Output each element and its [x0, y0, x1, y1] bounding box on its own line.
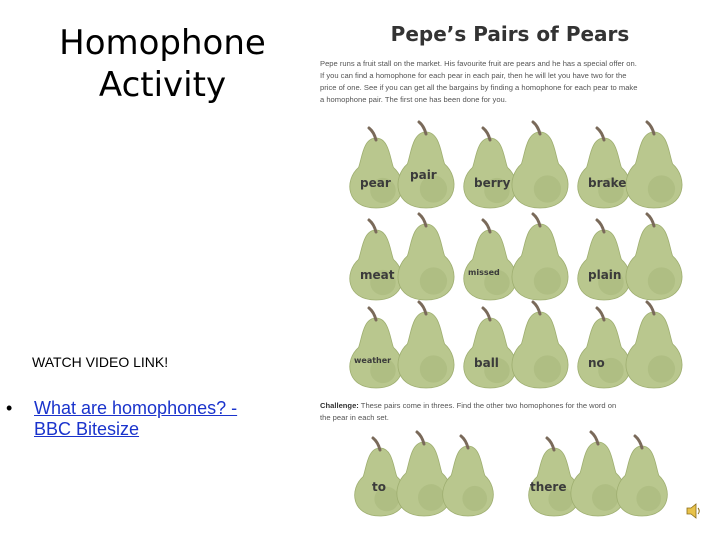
pear-pair: [348, 220, 458, 300]
slide-title-line-2: Activity: [98, 65, 227, 105]
pear-pair-illustration: [576, 220, 686, 300]
pear-word-left: no: [588, 356, 605, 370]
pear-pair-illustration: [348, 128, 458, 208]
pear-word: there: [530, 480, 567, 494]
pear-word: to: [372, 480, 386, 494]
pear-left: [464, 128, 516, 208]
pear-right: [512, 122, 568, 208]
pear-1: [529, 438, 580, 516]
pear-pair-illustration: [576, 308, 686, 388]
challenge-line-1: These pairs come in threes. Find the other two homophones for the word on: [358, 401, 617, 410]
watch-video-label: WATCH VIDEO LINK!: [32, 354, 169, 370]
pear-right: [398, 122, 454, 208]
pear-left: [578, 308, 630, 388]
pear-pair-illustration: [462, 220, 572, 300]
pear-left: [350, 128, 402, 208]
pear-pair: [462, 220, 572, 300]
challenge-label: Challenge:: [320, 401, 359, 410]
pear-left: [350, 308, 402, 388]
intro-line-1: Pepe runs a fruit stall on the market. His favourite fruit are pears and he has a special offer on.: [320, 59, 637, 68]
pear-triple-illustration: [352, 436, 492, 516]
pear-right: [512, 302, 568, 388]
pear-word-left: missed: [468, 268, 500, 277]
pear-triple: [352, 436, 492, 516]
pear-word-left: plain: [588, 268, 622, 282]
pear-left: [578, 220, 630, 300]
bullet: •: [6, 398, 13, 418]
pear-word-left: meat: [360, 268, 395, 282]
pear-pair: [462, 308, 572, 388]
intro-line-4: a homophone pair. The first one has been done for you.: [320, 95, 507, 104]
worksheet-challenge: [320, 400, 708, 424]
pear-2: [397, 432, 451, 516]
pear-left: [578, 128, 630, 208]
pear-right: [626, 122, 682, 208]
pear-pair-illustration: [576, 128, 686, 208]
video-link-list: [6, 398, 286, 440]
pear-triple: [526, 436, 666, 516]
pear-right: [512, 214, 568, 300]
pear-pair-illustration: [348, 220, 458, 300]
pear-pair: [462, 128, 572, 208]
pear-pair: [348, 128, 458, 208]
worksheet-title: Pepe’s Pairs of Pears: [390, 22, 630, 46]
pear-right: [398, 214, 454, 300]
intro-line-2: If you can find a homophone for each pear in each pair, then he will let you have two for the: [320, 71, 627, 80]
link-line-1: What are homophones? -: [34, 398, 238, 418]
pear-word-left: pear: [360, 176, 391, 190]
slide-title: [40, 22, 285, 106]
pear-3: [617, 436, 668, 516]
link-line-2: BBC Bitesize: [34, 419, 140, 439]
pear-word-left: berry: [474, 176, 511, 190]
speaker-icon[interactable]: [686, 502, 702, 520]
pear-3: [443, 436, 494, 516]
intro-line-3: price of one. See if you can get all the bargains by finding a homophone for each pear to make: [320, 83, 638, 92]
pear-word-left: ball: [474, 356, 499, 370]
pear-word-left: brake: [588, 176, 627, 190]
pear-pair: [576, 308, 686, 388]
worksheet-intro: [320, 58, 708, 106]
pear-word-right: pair: [410, 168, 437, 182]
pear-pair-illustration: [462, 128, 572, 208]
pear-1: [355, 438, 406, 516]
pear-triple-illustration: [526, 436, 666, 516]
pear-pair-illustration: [462, 308, 572, 388]
pear-2: [571, 432, 625, 516]
pear-right: [626, 214, 682, 300]
challenge-line-2: the pear in each set.: [320, 413, 389, 422]
pear-left: [464, 308, 516, 388]
worksheet-image: [312, 16, 708, 536]
pear-pair: [576, 220, 686, 300]
pear-right: [626, 302, 682, 388]
bbc-bitesize-link[interactable]: [34, 398, 237, 439]
pear-right: [398, 302, 454, 388]
pear-left: [464, 220, 516, 300]
slide-title-line-1: Homophone: [59, 23, 266, 63]
pear-pair-illustration: [348, 308, 458, 388]
list-item: [6, 398, 286, 440]
pear-word-left: weather: [354, 356, 392, 365]
pear-pair: [348, 308, 458, 388]
pear-left: [350, 220, 402, 300]
pear-pair: [576, 128, 686, 208]
